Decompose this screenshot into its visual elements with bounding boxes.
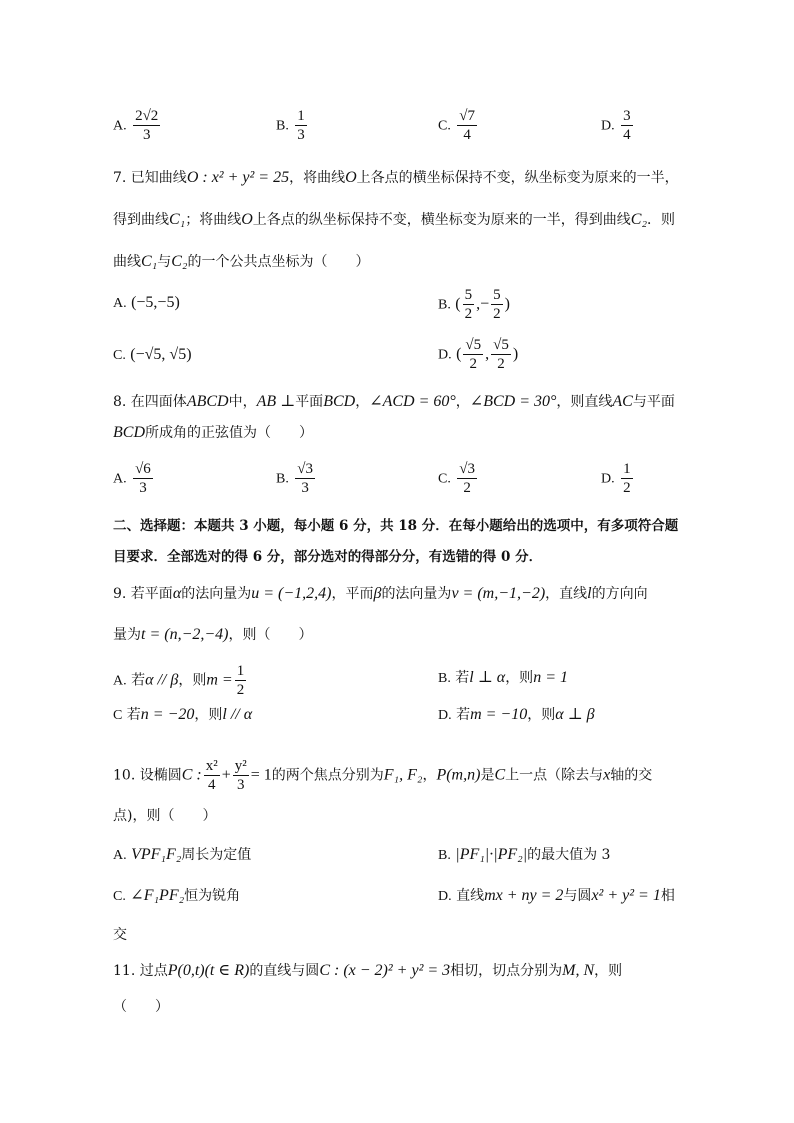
fraction: $\frac{√3}{2}$ (459, 461, 476, 496)
q10-option-d: D. 直线mx + ny = 2与圆x² + y² = 1相 (438, 887, 675, 904)
q8-option-a: A. $\frac{√6}{3}$ (113, 461, 151, 496)
fraction: $\frac{\text{y²}}{3}$ (234, 758, 247, 793)
q10-option-b: B. |PF₁|·|PF₂|的最大值为 3 (438, 846, 611, 863)
q7-stem-line3: 曲线C₁与C₂的一个公共点坐标为（ ） (113, 253, 370, 270)
q8-option-c: C. $\frac{√3}{2}$ (438, 461, 476, 496)
section-heading-line2: 目要求．全部选对的得 6 分，部分选对的得部分分，有选错的得 0 分． (113, 549, 543, 565)
q11-stem-line2: （ ） (113, 999, 169, 1015)
q7-option-c: C. (−√5, √5) (113, 346, 192, 363)
q10-option-c: C. ∠F₁PF₂恒为锐角 (113, 887, 241, 904)
fraction: $\frac{√3}{3}$ (297, 461, 314, 496)
fraction: $\frac{1}{2}$ (623, 461, 631, 496)
fraction: $\frac{5}{2}$ (493, 287, 501, 322)
fraction: $\frac{5}{2}$ (464, 287, 473, 322)
q8-option-b: B. $\frac{√3}{3}$ (276, 461, 314, 496)
fraction: $\frac{1}{2}$ (236, 663, 245, 698)
q6-option-d (601, 107, 635, 144)
option-label: D. (601, 118, 615, 134)
q7-option-d: D. ( $\frac{√5}{2}$ , $\frac{√5}{2}$ ) (438, 337, 519, 372)
option-label: B. (276, 118, 289, 134)
q8-option-d: D. $\frac{1}{2}$ (601, 461, 631, 496)
fraction: $\frac{√7}{4}$ (459, 108, 476, 143)
q9-option-a: A. 若α // β，则m = $\frac{1}{2}$ (113, 663, 245, 698)
q9-stem-line1: 9. 若平面α的法向量为u = (−1,2,4)，平而β的法向量为v = (m,−1,−2)，直线l的方向向 (113, 585, 648, 602)
q7-stem-line2: 得到曲线C₁；将曲线O上各点的纵坐标保持不变，横坐标变为原来的一半，得到曲线C₂．则 (113, 211, 676, 228)
q7-option-a: A. (−5,−5) (113, 294, 180, 311)
q6-option-b (276, 107, 309, 144)
q9-option-d: D. 若m = −10，则α ⊥ β (438, 706, 595, 723)
fraction: $\frac{1}{3}$ (297, 108, 305, 143)
fraction: $\frac{√6}{3}$ (135, 461, 151, 496)
q9-option-c: C 若n = −20，则l // α (113, 706, 253, 723)
q6-option-a (113, 107, 162, 144)
option-label: C. (438, 118, 451, 134)
q10-stem-line2: 点)，则（ ） (113, 808, 217, 824)
q10-stem-line1: 10. 设椭圆C : $\frac{\text{x²}}{4}$ + $\frac{\text{y²}}{3}$ = 1的两个焦点分别为F₁, F₂，P(m,n)是C上一点（除去与x轴的交 (113, 758, 653, 793)
fraction: $\frac{\text{x²}}{4}$ (205, 758, 218, 793)
normal-vector-u: u = (−1,2,4) (251, 585, 332, 602)
normal-vector-v: v = (m,−1,−2) (451, 585, 546, 602)
section-heading-line1: 二、选择题：本题共 3 小题，每小题 6 分，共 18 分．在每小题给出的选项中，有多项符合题 (113, 518, 679, 534)
option-label: A. (113, 118, 127, 134)
q10-option-d-wrap: 交 (113, 927, 127, 943)
fraction: $\frac{√5}{2}$ (465, 337, 482, 372)
q6-option-c (438, 107, 479, 144)
fraction: $\frac{3}{4}$ (623, 108, 631, 143)
circle-equation: C : (x − 2)² + y² = 3 (319, 962, 451, 979)
curve-equation: O : x² + y² = 25 (186, 169, 290, 186)
fraction: $\frac{√5}{2}$ (493, 337, 509, 372)
q7-option-b: B. ( $\frac{5}{2}$ ,− $\frac{5}{2}$ ) (438, 287, 510, 322)
q8-stem-line2: BCD所成角的正弦值为（ ） (113, 424, 313, 441)
direction-vector-t: t = (n,−2,−4) (141, 626, 229, 643)
q9-stem-line2: 量为t = (n,−2,−4)，则（ ） (113, 626, 313, 643)
q10-option-a: A. VPF₁F₂周长为定值 (113, 846, 252, 863)
q7-stem-line1: 7. 已知曲线O : x² + y² = 25，将曲线O上各点的横坐标保持不变，纵坐标变为原来的一半， (113, 169, 679, 186)
q9-option-b: B. 若l ⊥ α，则n = 1 (438, 669, 568, 686)
fraction: $\frac{2√2}{3}$ (135, 108, 159, 143)
q8-stem-line1: 8. 在四面体ABCD中，AB ⊥平面BCD，∠ACD = 60°，∠BCD = 30°，则直线AC与平面 (113, 393, 675, 410)
q11-stem-line1: 11. 过点P(0,t)(t ∈ R)的直线与圆C : (x − 2)² + y² = 3相切，切点分别为M, N，则 (113, 962, 623, 979)
